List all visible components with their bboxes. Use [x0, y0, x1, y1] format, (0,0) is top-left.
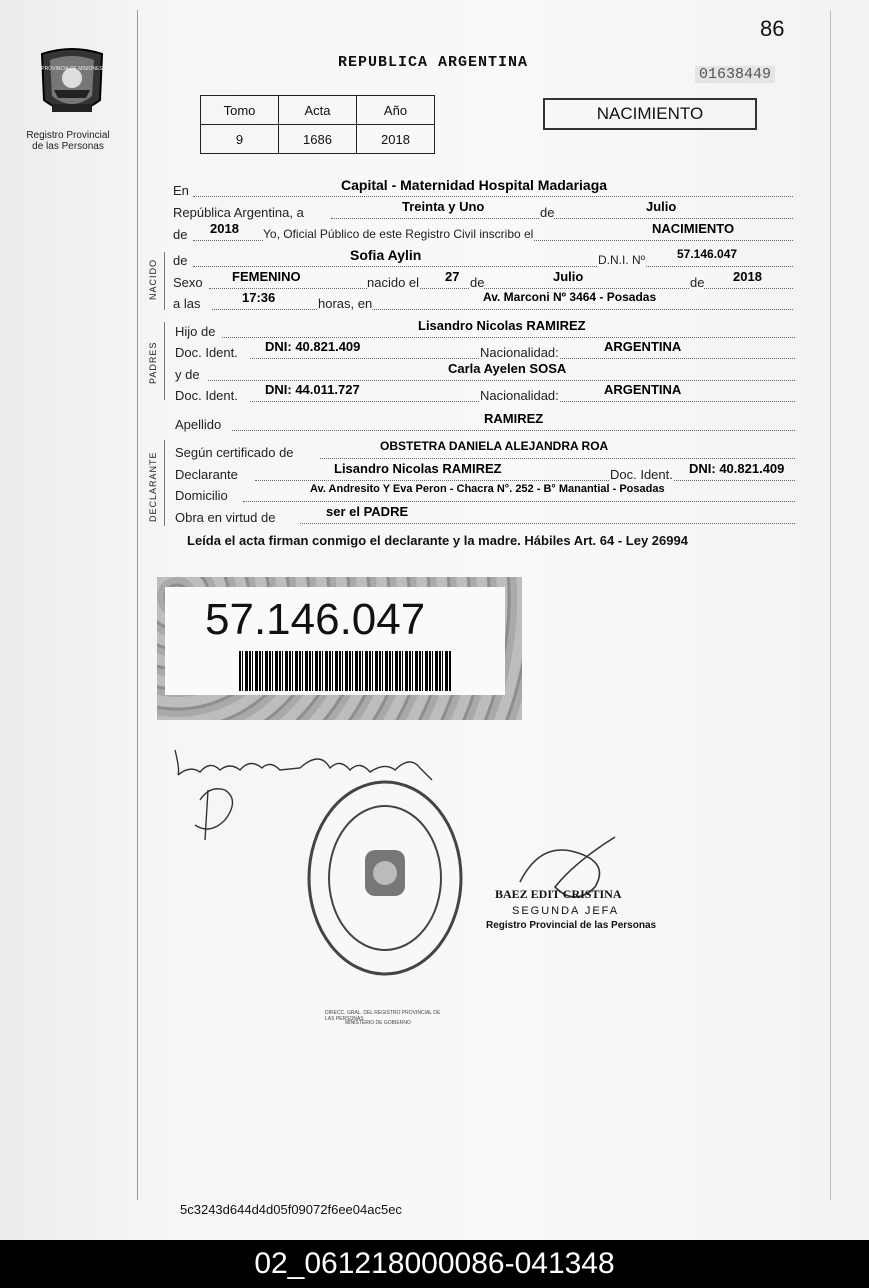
header-cell: Año — [357, 96, 435, 125]
seal-inner-text: MINISTERIO DE GOBIERNO — [345, 1020, 411, 1026]
segun-label: Según certificado de — [175, 445, 294, 460]
province-logo — [36, 42, 108, 124]
nacionalidad-label: Nacionalidad: — [480, 388, 559, 403]
domicilio-label: Domicilio — [175, 488, 228, 503]
de-label: de — [690, 275, 705, 290]
declarante-name: Lisandro Nicolas RAMIREZ — [334, 461, 502, 476]
logo-text: PROVINCIA DE MISIONES — [41, 66, 103, 72]
barcode — [239, 651, 451, 691]
dotted-line — [222, 337, 795, 338]
nacido-side-label: NACIDO — [148, 258, 158, 300]
certificado-value: OBSTETRA DANIELA ALEJANDRA ROA — [380, 439, 609, 453]
dotted-line — [232, 430, 795, 431]
docident-label: Doc. Ident. — [175, 345, 238, 360]
logo-caption-line2: de las Personas — [32, 141, 104, 152]
serial-number: 01638449 — [695, 66, 775, 83]
mother-nationality: ARGENTINA — [604, 382, 682, 397]
oficial-text: Yo, Oficial Público de este Registro Civil inscribo el — [263, 227, 534, 241]
sexo-value: FEMENINO — [232, 269, 301, 284]
dni-sticker-label — [165, 587, 505, 695]
section-bar — [164, 252, 165, 310]
dotted-line — [300, 523, 795, 524]
declarante-dni: DNI: 40.821.409 — [689, 461, 785, 476]
official-name: BAEZ EDIT CRISTINA — [495, 887, 622, 901]
apellido-label: Apellido — [175, 417, 222, 432]
padres-side-label: PADRES — [148, 341, 158, 384]
record-table-values — [201, 125, 435, 154]
nacido-label: nacido el — [367, 275, 420, 290]
dotted-line — [193, 196, 793, 197]
dotted-line — [212, 309, 793, 310]
apellido-value: RAMIREZ — [484, 411, 544, 426]
dotted-line — [209, 288, 793, 289]
father-name: Lisandro Nicolas RAMIREZ — [418, 318, 586, 333]
father-nationality: ARGENTINA — [604, 339, 682, 354]
en-label: En — [173, 183, 189, 198]
obra-value: ser el PADRE — [326, 504, 409, 519]
alas-label: a las — [173, 296, 201, 311]
document-hash: 5c3243d644d4d05f09072f6ee04ac5ec — [180, 1202, 402, 1217]
document-type-box: NACIMIENTO — [543, 98, 757, 130]
dni-sticker — [157, 577, 522, 720]
de-label: de — [173, 253, 188, 268]
official-seal — [305, 778, 465, 983]
dotted-line — [243, 501, 795, 502]
official-title: SEGUNDA JEFA — [512, 905, 620, 917]
logo-caption — [10, 130, 126, 152]
header-cell: Acta — [279, 96, 357, 125]
domicilio-value: Av. Andresito Y Eva Peron - Chacra N°. 252 - B° Manantial - Posadas — [310, 483, 665, 495]
hijo-label: Hijo de — [175, 324, 216, 339]
dotted-line — [208, 380, 795, 381]
docident-label: Doc. Ident. — [175, 388, 238, 403]
horas-label: horas, en — [318, 296, 373, 311]
de-label: de — [173, 227, 188, 242]
left-margin-line — [137, 10, 138, 1200]
republica-label: República Argentina, a — [173, 205, 304, 220]
seal-text: DIRECC. GRAL. DEL REGISTRO PROVINCIAL DE LAS PERSONAS — [325, 1010, 441, 1022]
birth-place: Av. Marconi Nº 3464 - Posadas — [483, 290, 657, 304]
birth-year: 2018 — [733, 269, 762, 284]
dotted-line — [255, 480, 795, 481]
section-bar — [164, 440, 165, 526]
dotted-line — [320, 458, 795, 459]
father-dni: DNI: 40.821.409 — [265, 339, 361, 354]
birth-time: 17:36 — [242, 290, 276, 305]
month-value: Julio — [646, 199, 677, 214]
child-name: Sofia Aylin — [350, 247, 422, 263]
place-of-registration: Capital - Maternidad Hospital Madariaga — [341, 177, 608, 193]
file-id-bar: 02_061218000086-041348 — [0, 1240, 869, 1288]
obra-label: Obra en virtud de — [175, 510, 276, 525]
value-cell: 2018 — [357, 125, 435, 154]
record-table-header — [201, 96, 435, 125]
header-cell: Tomo — [201, 96, 279, 125]
closing-text: Leída el acta firman conmigo el declarante y la madre. Hábiles Art. 64 - Ley 26994 — [187, 533, 688, 548]
section-bar — [164, 322, 165, 400]
dotted-line — [193, 266, 793, 267]
value-cell: 1686 — [279, 125, 357, 154]
right-margin-line — [830, 10, 831, 1200]
page-number: 86 — [760, 16, 785, 41]
value-cell: 9 — [201, 125, 279, 154]
nacionalidad-label: Nacionalidad: — [480, 345, 559, 360]
declarante-side-label: DECLARANTE — [148, 451, 158, 522]
birth-day: 27 — [445, 269, 460, 284]
child-dni: 57.146.047 — [677, 247, 738, 261]
sexo-label: Sexo — [173, 275, 203, 290]
de-label: de — [470, 275, 485, 290]
page-title: REPUBLICA ARGENTINA — [338, 54, 529, 71]
dotted-line — [331, 218, 793, 219]
record-table — [200, 95, 435, 154]
declarante-label: Declarante — [175, 467, 238, 482]
mother-dni: DNI: 44.011.727 — [265, 382, 360, 397]
birth-month: Julio — [553, 269, 584, 284]
mother-name: Carla Ayelen SOSA — [448, 361, 567, 376]
official-office: Registro Provincial de las Personas — [486, 920, 657, 931]
yde-label: y de — [175, 367, 200, 382]
de-label: de — [540, 205, 555, 220]
docident-label: Doc. Ident. — [610, 467, 673, 482]
inscribo-value: NACIMIENTO — [652, 221, 735, 236]
logo-caption-line1: Registro Provincial — [26, 130, 110, 141]
dni-label: D.N.I. Nº — [598, 253, 646, 267]
year-value: 2018 — [210, 221, 239, 236]
dni-sticker-number: 57.146.047 — [205, 595, 426, 644]
day-words: Treinta y Uno — [402, 199, 485, 214]
